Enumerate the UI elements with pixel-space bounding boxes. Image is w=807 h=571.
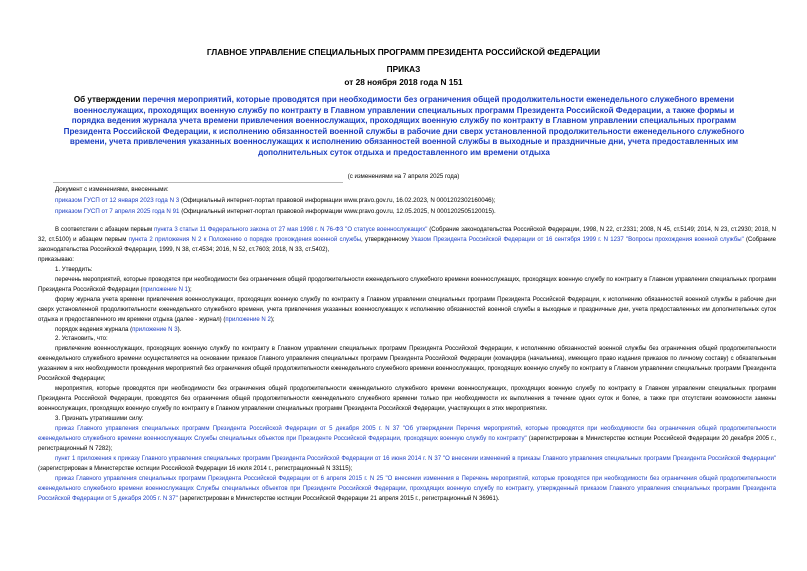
item-text: порядок ведения журнала ( <box>55 326 133 333</box>
order-word: приказываю: <box>38 256 74 263</box>
item-text: (зарегистрирован в Министерстве юстиции Российской Федерации 21 апреля 2015 г., регистрационный N 36961). <box>177 495 500 502</box>
repealed-order-link[interactable]: приказ Главного управления специальных программ Президента Российской Федерации от 5 декабря 2005 г. N 37 "Об утверждении Перечня мероприятий, которые проводятся при необходимости без ограничения общей продолжительности еженедельного служебного времени военнослужащих Службы специальных объектов при Президенте Российской Федерации, проходящих военную службу по контракту" <box>38 426 776 443</box>
appendix-3-link[interactable]: приложение N 3 <box>132 326 178 333</box>
item-3-heading: 3. Признать утратившими силу: <box>55 416 144 423</box>
amendment-link[interactable]: приказом ГУСП от 12 января 2023 года N 3 <box>55 196 180 204</box>
divider <box>53 182 343 183</box>
item-text: (зарегистрирован в Министерстве юстиции Российской Федерации 16 июля 2014 г., регистрационный N 33115); <box>38 465 353 472</box>
item-2-heading: 2. Установить, что: <box>55 336 108 343</box>
preamble-text: В соответствии с абзацем первым <box>55 227 155 233</box>
item-1a-paragraph <box>38 276 776 296</box>
item-2a-paragraph: привлечение военнослужащих, проходящих военную службу по контракту в Главном управлении специальных программ Президента Российской Федерации, к исполнению обязанностей военной службы без ограничения общей продолжительности еженедельного служебного времени осуществляется на основании приказов Главного управления специальных программ Президента Российской Федерации (командира (начальника), имеющего право издания приказов по личному составу) с обязательным указанием в них необходимости проведения мероприятий без ограничения общей продолжительности еженедельного служебного времени военнослужащих, проходящих военную службу по контракту в Главном управлении специальных программ Президента Российской Федерации; <box>38 346 776 383</box>
item-3a-paragraph <box>38 425 776 455</box>
item-1b-paragraph <box>38 296 776 326</box>
law-link[interactable]: пункта 3 статьи 11 Федерального закона от 27 мая 1998 г. N 76-ФЗ "О статусе военнослужащих" <box>154 227 428 233</box>
appendix-1-link[interactable]: приложение N 1 <box>142 286 189 293</box>
preamble-paragraph <box>38 226 776 256</box>
amendments-block <box>55 185 775 217</box>
item-1-heading: 1. Утвердить: <box>55 266 93 273</box>
amendment-link[interactable]: приказом ГУСП от 7 апреля 2025 года N 91 <box>55 207 180 215</box>
title-link[interactable]: перечня мероприятий, которые проводятся при необходимости без ограничения общей продолжительности еженедельного служебного времени военнослужащих, проходящих военную службу по контракту в Главном управлении специальных программ Президента Российской Федерации, а также формы и порядка ведения журнала учета времени привлечения военнослужащих, проходящих военную службу по контракту в Главном управлении специальных программ Президента Российской Федерации, к исполнению обязанностей военной службы в рабочие дни сверх установленной продолжительности еженедельного служебного времени, учета привлечения указанных военнослужащих к исполнению обязанностей военной службы в выходные и праздничные дни, учета предоставленных им дополнительных суток отдыха и предоставленного им времени отдыха <box>63 95 745 157</box>
item-text: (зарегистрирован в Министерстве юстиции Российской Федерации 20 декабря 2005 г., регистрационный N 7282); <box>38 436 776 452</box>
appendix-2-link[interactable]: приложение N 2 <box>225 316 271 323</box>
repealed-order-link[interactable]: пункт 1 приложения к приказу Главного управления специальных программ Президента Российской Федерации от 16 июня 2014 г. N 37 "О внесении изменений в приказы Главного управления специальных программ Президента Российской Федерации" <box>55 455 776 462</box>
item-text: ); <box>188 286 192 293</box>
item-text: форму журнала учета времени привлечения военнослужащих, проходящих военную службу по контракту в Главном управлении специальных программ Президента Российской Федерации, к исполнению обязанностей военной службы в рабочие дни сверх установленной продолжительности еженедельного служебного времени, учета привлечения указанных военнослужащих к исполнению обязанностей военной службы в выходные и праздничные дни, учета предоставленных им дополнительных суток отдыха и предоставленного им времени отдыха (далее - журнал) ( <box>38 296 776 323</box>
revision-note: (с изменениями на 7 апреля 2025 года) <box>347 173 460 180</box>
item-3b-paragraph <box>38 455 776 475</box>
title-prefix: Об утверждении <box>73 95 143 104</box>
item-3c-paragraph <box>38 475 776 505</box>
amendment-source: (Официальный интернет-портал правовой информации www.pravo.gov.ru, 12.05.2025, N 0001202505120015). <box>179 207 496 215</box>
document-date: от 28 ноября 2018 года N 151 <box>344 77 463 87</box>
repealed-order-link[interactable]: приказ Главного управления специальных программ Президента Российской Федерации от 6 апреля 2015 г. N 25 "О внесении изменения в Перечень мероприятий, которые проводятся при необходимости без ограничения общей продолжительности еженедельного служебного времени военнослужащих Службы специальных объектов при Президенте Российской Федерации, проходящих военную службу по контракту, утвержденный приказом Главного управления специальных программ Президента Российской Федерации от 5 декабря 2005 г. N 37" <box>38 475 776 502</box>
document-body <box>38 226 776 505</box>
amendment-item <box>55 196 775 207</box>
preamble-text: (Собрание законодательства Российской Федерации, 1998, N 22, ст.2331; 2008, N 45, ст.5149; 2014, N 23, ст.2930; 2018, N 32, ст.5100) и абзацем первым <box>38 227 777 243</box>
item-text: перечень мероприятий, которые проводятся при необходимости без ограничения общей продолжительности еженедельного служебного времени военнослужащих, проходящих военную службу по контракту в Главном управлении специальных программ Президента Российской Федерации ( <box>38 276 776 293</box>
amendment-source: (Официальный интернет-портал правовой информации www.pravo.gov.ru, 16.02.2023, N 0001202302160046); <box>179 196 496 204</box>
preamble-text: (Собрание законодательства Российской Федерации, 1999, N 38, ст.4534; 2016, N 52, ст.7603; 2018, N 33, ст.5402), <box>38 236 776 253</box>
item-text: ). <box>177 326 182 333</box>
decree-link[interactable]: Указом Президента Российской Федерации от 16 сентября 1999 г. N 1237 "Вопросы прохождения военной службы" <box>411 236 744 243</box>
item-1c-paragraph <box>38 326 776 336</box>
regulation-link[interactable]: пункта 2 приложения N 2 к Положению о порядке прохождения военной службы <box>128 236 362 243</box>
issuing-organization: ГЛАВНОЕ УПРАВЛЕНИЕ СПЕЦИАЛЬНЫХ ПРОГРАММ ПРЕЗИДЕНТА РОССИЙСКОЙ ФЕДЕРАЦИИ <box>206 47 601 57</box>
amendments-intro: Документ с изменениями, внесенными: <box>55 186 169 193</box>
document-title <box>58 95 750 158</box>
item-text: ); <box>270 316 275 323</box>
amendment-item <box>55 207 775 218</box>
document-type: ПРИКАЗ <box>386 64 421 74</box>
item-2b-paragraph: мероприятия, которые проводятся при необходимости без ограничения общей продолжительности еженедельного служебного времени военнослужащих, проходящих военную службу по контракту в Главном управлении специальных программ Президента Российской Федерации, проводятся без ограничения общей продолжительности еженедельного служебного времени только при необходимости их выполнения в течение одних суток и более, а также при отсутствии возможности замены военнослужащих, проходящих военную службу по контракту в Главном управлении специальных программ Президента Российской Федерации, участвующих в этих мероприятиях. <box>38 386 776 413</box>
preamble-text: , утвержденному <box>361 236 412 243</box>
